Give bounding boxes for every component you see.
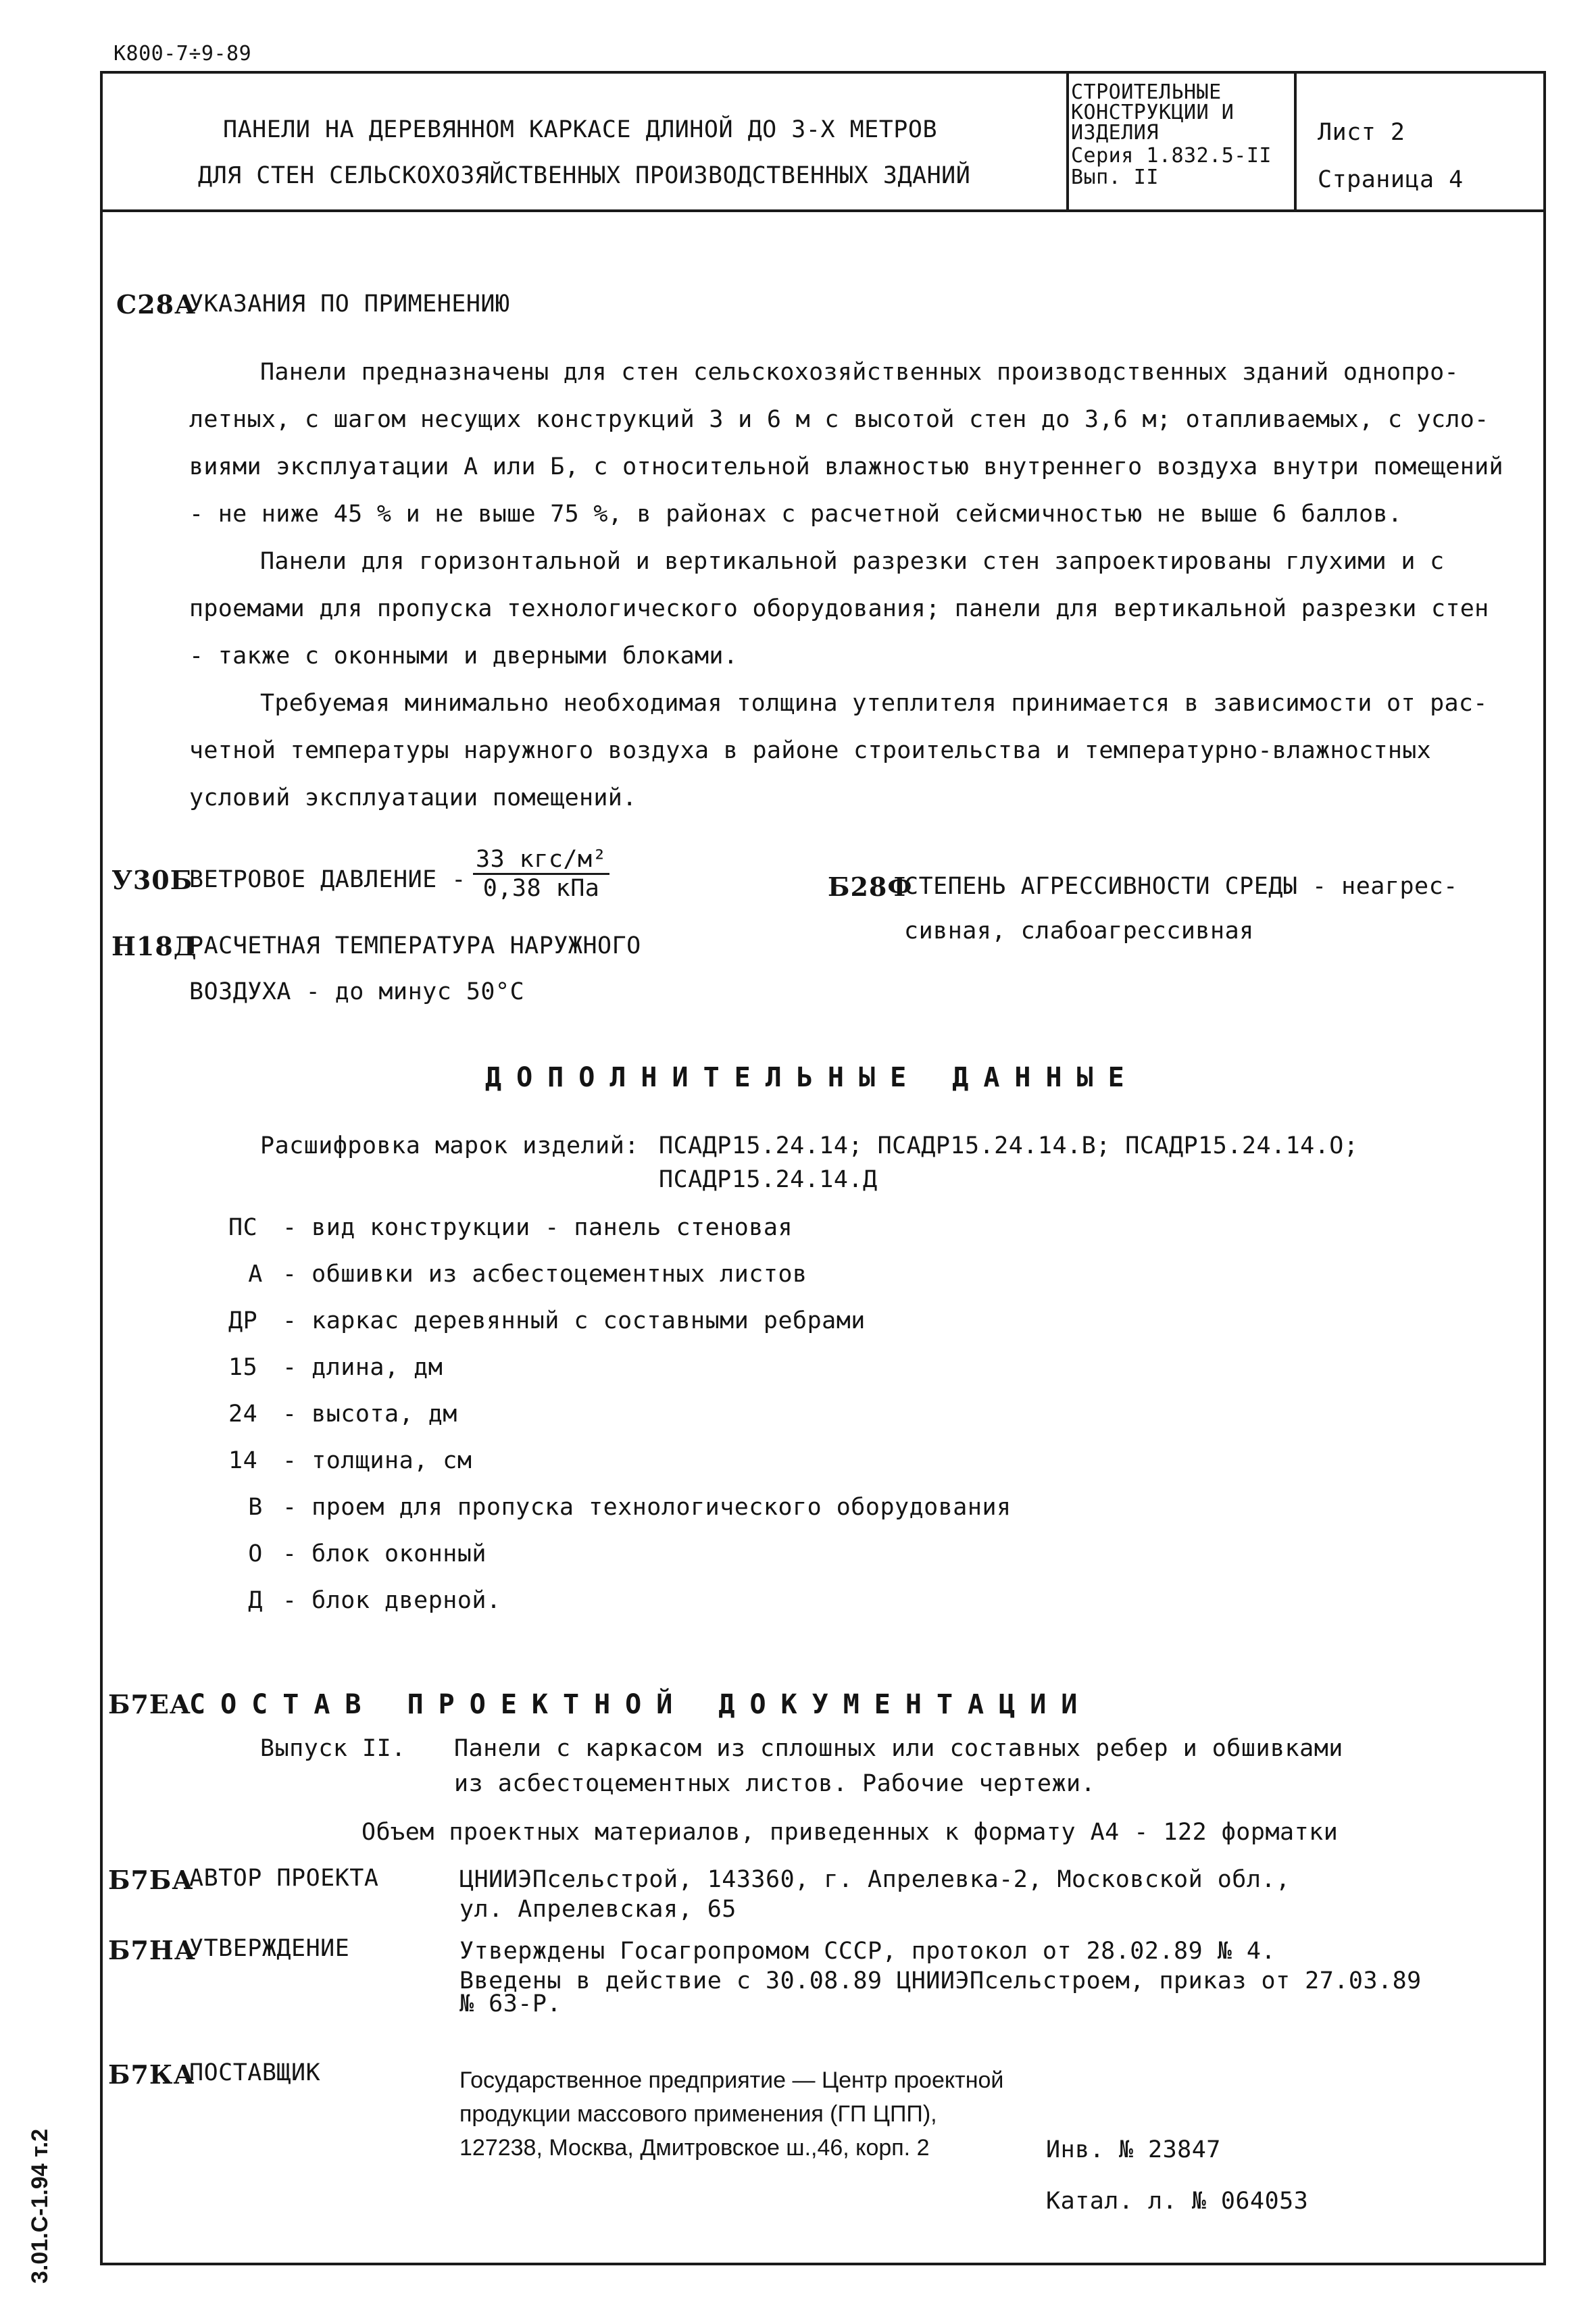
header-issue: Вып. II	[1071, 166, 1159, 189]
header-title-line-2: ДЛЯ СТЕН СЕЛЬСКОХОЗЯЙСТВЕННЫХ ПРОИЗВОДСТВЕННЫХ ЗДАНИЙ	[198, 162, 971, 189]
approval-label: УТВЕРЖДЕНИЕ	[189, 1935, 350, 1962]
decode-item-key: О	[248, 1540, 263, 1567]
header-title-line-1: ПАНЕЛИ НА ДЕРЕВЯННОМ КАРКАСЕ ДЛИНОЙ ДО 3-Х МЕТРОВ	[223, 116, 938, 143]
usage-p1-line-2: летных, с шагом несущих конструкций 3 и 6 м с высотой стен до 3,6 м; отапливаемых, с усло-	[189, 406, 1489, 433]
decode-item-text: - каркас деревянный с составными ребрами	[282, 1307, 866, 1334]
decode-item-text: - обшивки из асбестоцементных листов	[282, 1261, 807, 1288]
usage-code: С28А	[116, 289, 197, 320]
aggressiveness-line-1: СТЕПЕНЬ АГРЕССИВНОСТИ СРЕДЫ - неагрес-	[904, 873, 1458, 900]
wind-value-denominator: 0,38 кПа	[482, 875, 600, 902]
usage-p1-line-1: Панели предназначены для стен сельскохозяйственных производственных зданий однопро-	[260, 359, 1459, 386]
approval-line-2: Введены в действие с 30.08.89 ЦНИИЭПсельстроем, приказ от 27.03.89	[459, 1967, 1422, 1994]
decode-item	[228, 1494, 1012, 1521]
wind-value	[473, 846, 609, 902]
header-series: Серия 1.832.5-II	[1071, 144, 1272, 168]
decode-item-key: ДР	[228, 1307, 258, 1334]
decode-item-key: Д	[248, 1587, 263, 1614]
header-col-divider-1	[1066, 71, 1069, 211]
documentation-issue-label: Выпуск II.	[260, 1735, 406, 1762]
decode-label: Расшифровка марок изделий:	[260, 1132, 639, 1159]
author-label: АВТОР ПРОЕКТА	[189, 1865, 379, 1892]
decode-item	[228, 1447, 472, 1474]
author-line-2: ул. Апрелевская, 65	[459, 1896, 737, 1923]
documentation-issue-line-1: Панели с каркасом из сплошных или составных ребер и обшивками	[454, 1735, 1343, 1762]
documentation-code: Б7ЕА	[108, 1689, 191, 1719]
documentation-issue-line-2: из асбестоцементных листов. Рабочие чертежи.	[454, 1770, 1096, 1797]
decode-item	[228, 1354, 443, 1381]
decode-item-text: - длина, дм	[282, 1354, 443, 1381]
usage-p1-line-3: виями эксплуатации А или Б, с относительной влажностью внутреннего воздуха внутри помещений	[189, 453, 1503, 480]
decode-item	[228, 1307, 866, 1334]
usage-heading: УКАЗАНИЯ ПО ПРИМЕНЕНИЮ	[189, 291, 510, 318]
decode-item-key: 15	[228, 1354, 258, 1381]
decode-item-text: - проем для пропуска технологического оборудования	[282, 1494, 1012, 1521]
temp-code: Н18Д	[111, 931, 197, 961]
decode-item-key: А	[248, 1261, 263, 1288]
decode-item	[228, 1214, 793, 1241]
decode-item	[228, 1261, 807, 1288]
side-code: 3.01.С-1.94 т.2	[27, 2128, 53, 2284]
document-code: К800-7÷9-89	[114, 42, 252, 66]
usage-p1-line-4: - не ниже 45 % и не выше 75 %, в районах с расчетной сейсмичностью не выше 6 баллов.	[189, 501, 1403, 528]
supplier-code: Б7КА	[108, 2059, 195, 2090]
supplier-line-2: продукции массового применения (ГП ЦПП),	[459, 2101, 937, 2127]
decode-item-text: - толщина, см	[282, 1447, 472, 1474]
header-category-line-3: ИЗДЕЛИЯ	[1071, 121, 1159, 145]
author-line-1: ЦНИИЭПсельстрой, 143360, г. Апрелевка-2, Московской обл.,	[459, 1866, 1291, 1893]
decode-item-key: В	[248, 1494, 263, 1521]
approval-line-3: № 63-Р.	[459, 1990, 562, 2017]
header-category-line-2: КОНСТРУКЦИИ И	[1071, 101, 1235, 124]
usage-p2-line-3: - также с оконными и дверными блоками.	[189, 643, 739, 670]
additional-data-heading: ДОПОЛНИТЕЛЬНЫЕ ДАННЫЕ	[485, 1062, 1139, 1093]
wind-fraction	[473, 846, 609, 902]
inventory-number: Инв. № 23847	[1046, 2136, 1221, 2163]
wind-label: ВЕТРОВОЕ ДАВЛЕНИЕ -	[189, 866, 466, 893]
approval-line-1: Утверждены Госагропромом СССР, протокол от 28.02.89 № 4.	[459, 1938, 1276, 1965]
usage-p2-line-1: Панели для горизонтальной и вертикальной разрезки стен запроектированы глухими и с	[260, 548, 1445, 575]
usage-p3-line-3: условий эксплуатации помещений.	[189, 784, 637, 811]
decode-item-text: - блок оконный	[282, 1540, 487, 1567]
supplier-line-1: Государственное предприятие — Центр проектной	[459, 2067, 1004, 2093]
aggressiveness-line-2: сивная, слабоагрессивная	[904, 917, 1254, 945]
decode-item-key: ПС	[228, 1214, 258, 1241]
supplier-line-3: 127238, Москва, Дмитровское ш.,46, корп. 2	[459, 2135, 930, 2161]
header-category-line-1: СТРОИТЕЛЬНЫЕ	[1071, 80, 1222, 104]
header-page: Страница 4	[1318, 166, 1464, 193]
header-sheet: Лист 2	[1318, 119, 1405, 146]
usage-p2-line-2: проемами для пропуска технологического оборудования; панели для вертикальной разрезки стен	[189, 595, 1489, 622]
decode-item	[228, 1540, 487, 1567]
wind-code: У30Б	[111, 865, 193, 895]
documentation-heading: СОСТАВ ПРОЕКТНОЙ ДОКУМЕНТАЦИИ	[189, 1689, 1093, 1720]
aggressiveness-code: Б28Ф	[828, 872, 913, 902]
decode-line-2: ПСАДР15.24.14.Д	[659, 1166, 878, 1193]
header-divider	[100, 209, 1546, 212]
author-code: Б7БА	[108, 1865, 194, 1895]
temp-label-line-1: РАСЧЕТНАЯ ТЕМПЕРАТУРА НАРУЖНОГО	[189, 932, 641, 959]
decode-item	[228, 1401, 457, 1428]
decode-item-text: - высота, дм	[282, 1401, 457, 1428]
decode-item-text: - блок дверной.	[282, 1587, 501, 1614]
supplier-label: ПОСТАВЩИК	[189, 2059, 321, 2086]
decode-line-1: ПСАДР15.24.14; ПСАДР15.24.14.В; ПСАДР15.24.14.О;	[659, 1132, 1359, 1159]
usage-p3-line-1: Требуемая минимально необходимая толщина утеплителя принимается в зависимости от рас-	[260, 690, 1488, 717]
documentation-volume: Объем проектных материалов, приведенных к формату А4 - 122 форматки	[361, 1819, 1339, 1846]
header-col-divider-2	[1294, 71, 1297, 211]
temp-label-line-2: ВОЗДУХА - до минус 50°С	[189, 978, 525, 1005]
decode-item-key: 24	[228, 1401, 258, 1428]
usage-p3-line-2: четной температуры наружного воздуха в районе строительства и температурно-влажностных	[189, 737, 1431, 764]
decode-item	[228, 1587, 501, 1614]
approval-code: Б7НА	[108, 1935, 196, 1965]
wind-value-numerator: 33 кгс/м²	[473, 846, 609, 875]
decode-item-text: - вид конструкции - панель стеновая	[282, 1214, 793, 1241]
decode-item-key: 14	[228, 1447, 258, 1474]
catalog-number: Катал. л. № 064053	[1046, 2188, 1309, 2215]
